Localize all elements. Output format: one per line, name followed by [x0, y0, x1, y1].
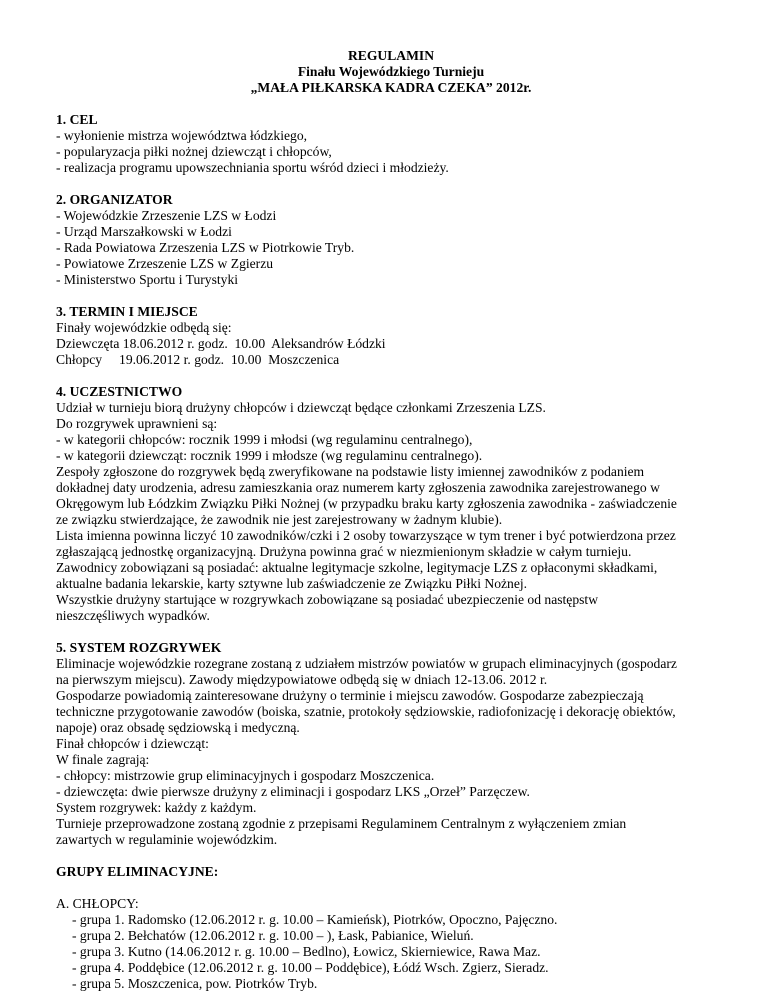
list-item: - Urząd Marszałkowski w Łodzi — [56, 224, 232, 239]
text-line: Gospodarze powiadomią zainteresowane drużyny o terminie i miejscu zawodów. Gospodarze zabezpieczają — [56, 688, 644, 703]
text-line: techniczne przygotowanie zawodów (boiska, szatnie, protokoły sędziowskie, radiofonizację i dekorację obiektów, — [56, 704, 676, 719]
text-line: System rozgrywek: każdy z każdym. — [56, 800, 257, 815]
text-line: - dziewczęta: dwie pierwsze drużyny z eliminacji i gospodarz LKS „Orzeł” Parzęczew. — [56, 784, 530, 799]
text-line: Do rozgrywek uprawnieni są: — [56, 416, 218, 431]
text-line: - w kategorii dziewcząt: rocznik 1999 i młodsze (wg regulaminu centralnego). — [56, 448, 483, 463]
list-item: - popularyzacja piłki nożnej dziewcząt i chłopców, — [56, 144, 332, 159]
list-item: - grupa 1. Radomsko (12.06.2012 r. g. 10.00 – Kamieńsk), Piotrków, Opoczno, Pajęczno. — [72, 912, 558, 927]
section-organizator — [56, 192, 726, 288]
text-line: Dziewczęta 18.06.2012 r. godz. 10.00 Aleksandrów Łódzki — [56, 336, 386, 351]
list-item: - grupa 2. Bełchatów (12.06.2012 r. g. 10.00 – ), Łask, Pabianice, Wieluń. — [72, 928, 474, 943]
section-heading: 1. CEL — [56, 112, 98, 127]
text-line: Zawodnicy zobowiązani są posiadać: aktualne legitymacje szkolne, legitymacje LZS z opłaconymi składkami, — [56, 560, 658, 575]
text-line: zawartych w regulaminie wojewódzkim. — [56, 832, 278, 847]
section-heading: 4. UCZESTNICTWO — [56, 384, 183, 399]
text-line: dokładnej daty urodzenia, adresu zamieszkania oraz numerem karty zgłoszenia zawodnika zarejestrowanego w — [56, 480, 660, 495]
section-heading: 3. TERMIN I MIEJSCE — [56, 304, 198, 319]
text-line: Finały wojewódzkie odbędą się: — [56, 320, 232, 335]
section-heading-grupy: GRUPY ELIMINACYJNE: — [56, 864, 219, 879]
document-title: REGULAMIN — [347, 48, 435, 63]
list-item: - Ministerstwo Sportu i Turystyki — [56, 272, 239, 287]
text-line: Turnieje przeprowadzone zostaną zgodnie z przepisami Regulaminem Centralnym z wyłączeniem zmian — [56, 816, 627, 831]
text-line: Chłopcy 19.06.2012 r. godz. 10.00 Moszczenica — [56, 352, 340, 367]
spacer — [56, 880, 726, 896]
text-line: aktualne badania lekarskie, karty sztywne lub zaświadczenie ze Związku Piłki Nożnej. — [56, 576, 528, 591]
list-item: - grupa 4. Poddębice (12.06.2012 r. g. 10.00 – Poddębice), Łódź Wsch. Zgierz, Sieradz. — [72, 960, 549, 975]
text-line: Udział w turnieju biorą drużyny chłopców i dziewcząt będące członkami Zrzeszenia LZS. — [56, 400, 546, 415]
list-item: - Powiatowe Zrzeszenie LZS w Zgierzu — [56, 256, 274, 271]
text-line: Okręgowym lub Łódzkim Związku Piłki Nożnej (w przypadku braku karty zgłoszenia zawodnika - zaświadczenie — [56, 496, 677, 511]
text-line: zgłaszającą jednostkę organizacyjną. Drużyna powinna grać w niezmienionym składzie w całym turnieju. — [56, 544, 632, 559]
text-line: napoje) oraz obsadę sędziowską i medyczną. — [56, 720, 300, 735]
text-line: - chłopcy: mistrzowie grup eliminacyjnych i gospodarz Moszczenica. — [56, 768, 435, 783]
text-line: Finał chłopców i dziewcząt: — [56, 736, 209, 751]
text-line: nieszczęśliwych wypadków. — [56, 608, 210, 623]
text-line: Eliminacje wojewódzkie rozegrane zostaną z udziałem mistrzów powiatów w grupach eliminacyjnych (gospodarz — [56, 656, 677, 671]
section-heading: 2. ORGANIZATOR — [56, 192, 173, 207]
section-termin — [56, 304, 726, 368]
text-line: Lista imienna powinna liczyć 10 zawodników/czki i 2 osoby towarzyszące w tym trener i być potwierdzona przez — [56, 528, 676, 543]
text-line: W finale zagrają: — [56, 752, 150, 767]
list-item: - wyłonienie mistrza województwa łódzkiego, — [56, 128, 308, 143]
text-line: Zespoły zgłoszone do rozgrywek będą zweryfikowane na podstawie listy imiennej zawodników z podaniem — [56, 464, 645, 479]
section-uczestnictwo — [56, 384, 726, 624]
list-item: - Wojewódzkie Zrzeszenie LZS w Łodzi — [56, 208, 277, 223]
subheading-chlopcy: A. CHŁOPCY: — [56, 896, 139, 911]
text-line: Wszystkie drużyny startujące w rozgrywkach zobowiązane są posiadać ubezpieczenie od następstw — [56, 592, 599, 607]
text-line: ze związku stwierdzające, że zawodnik nie jest zarejestrowany w żadnym klubie). — [56, 512, 503, 527]
event-name: „MAŁA PIŁKARSKA KADRA CZEKA” 2012r. — [250, 80, 532, 95]
section-system-rozgrywek — [56, 640, 726, 848]
document-subtitle: Finału Wojewódzkiego Turnieju — [297, 64, 485, 79]
text-line: na pierwszym miejscu). Zawody międzypowiatowe odbędą się w dniach 12-13.06. 2012 r. — [56, 672, 548, 687]
list-item: - grupa 5. Moszczenica, pow. Piotrków Tryb. — [72, 976, 318, 991]
document-page — [56, 48, 726, 992]
text-line: - w kategorii chłopców: rocznik 1999 i młodsi (wg regulaminu centralnego), — [56, 432, 473, 447]
list-item: - realizacja programu upowszechniania sportu wśród dzieci i młodzieży. — [56, 160, 449, 175]
section-heading: 5. SYSTEM ROZGRYWEK — [56, 640, 222, 655]
section-cel — [56, 112, 726, 176]
list-item: - grupa 3. Kutno (14.06.2012 r. g. 10.00 – Bedlno), Łowicz, Skierniewice, Rawa Maz. — [72, 944, 541, 959]
list-item: - Rada Powiatowa Zrzeszenia LZS w Piotrkowie Tryb. — [56, 240, 355, 255]
